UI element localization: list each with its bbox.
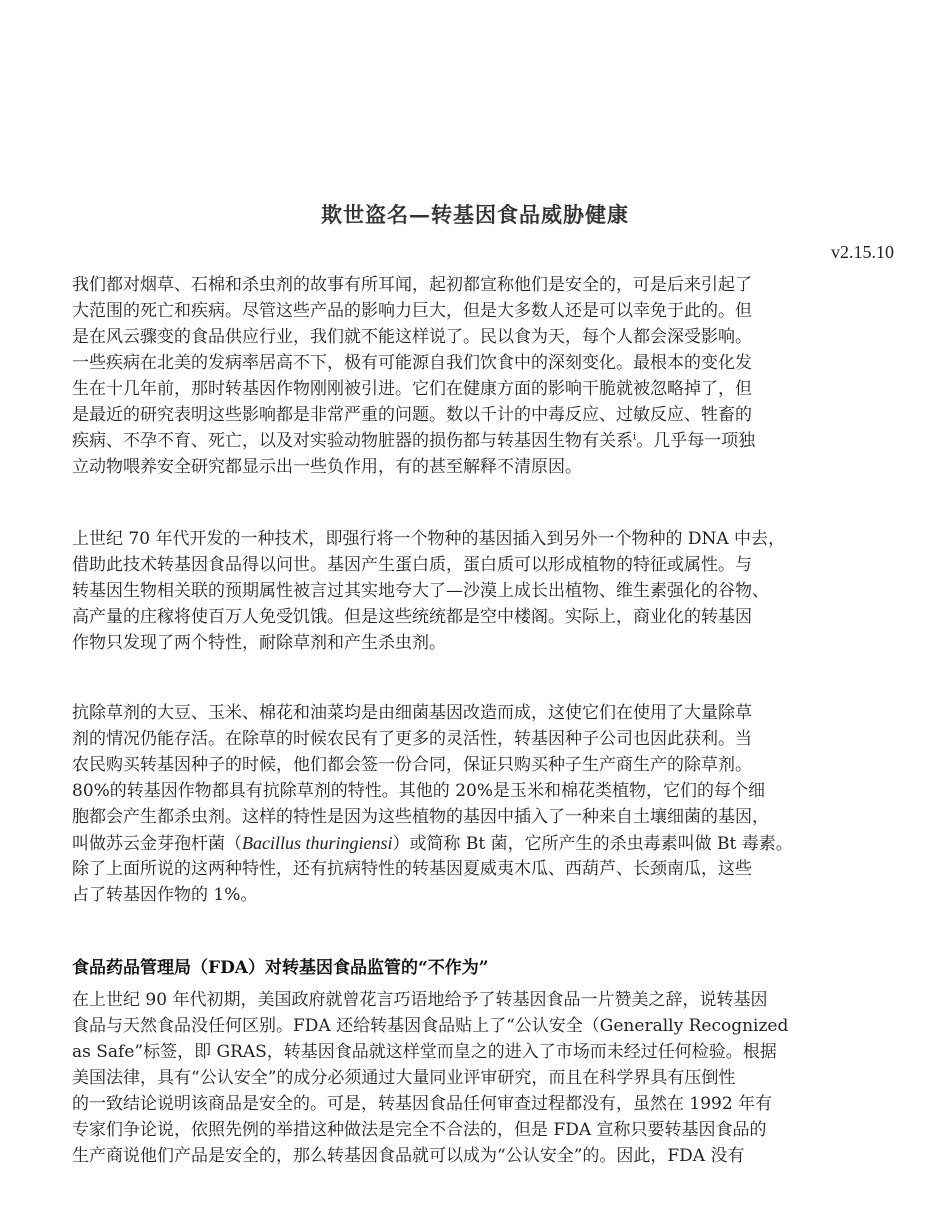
text-line: 我们都对烟草、石棉和杀虫剂的故事有所耳闻，起初都宣称他们是安全的，可是后来引起了 xyxy=(72,275,752,295)
text-line: 专家们争论说，依照先例的举措这种做法是完全不合法的，但是 FDA 宣称只要转基因食品的 xyxy=(72,1120,767,1140)
paragraph-fda xyxy=(72,987,902,1169)
version-label: v2.15.10 xyxy=(831,242,894,262)
paragraph-intro xyxy=(72,272,902,480)
text-line: 上世纪 70 年代开发的一种技术，即强行将一个物种的基因插入到另外一个物种的 DNA 中去， xyxy=(72,529,786,549)
species-name: Bacillus thuringiensi xyxy=(242,833,393,853)
section-heading: 食品药品管理局（FDA）对转基因食品监管的“不作为” xyxy=(72,958,489,978)
document-title: 欺世盗名—转基因食品威胁健康 xyxy=(321,202,629,227)
text-line: 除了上面所说的这两种特性，还有抗病特性的转基因夏威夷木瓜、西葫芦、长颈南瓜，这些 xyxy=(72,859,752,879)
text-fragment: 叫做苏云金芽孢杆菌（ xyxy=(72,834,242,854)
text-line: 食品与天然食品没任何区别。FDA 还给转基因食品贴上了“公认安全（Generally Recognized xyxy=(72,1016,789,1036)
text-line: 占了转基因作物的 1%。 xyxy=(72,885,258,905)
text-line: 剂的情况仍能存活。在除草的时候农民有了更多的灵活性，转基因种子公司也因此获利。当 xyxy=(72,729,752,749)
text-line: 胞都会产生都杀虫剂。这样的特性是因为这些植物的基因中插入了一种来自土壤细菌的基因， xyxy=(72,807,769,827)
paragraph-herbicide xyxy=(72,700,902,908)
text-line-with-latin-name xyxy=(72,830,902,856)
text-line: 转基因生物相关联的预期属性被言过其实地夸大了—沙漠上成长出植物、维生素强化的谷物、 xyxy=(72,581,769,601)
text-line: 生在十几年前，那时转基因作物刚刚被引进。它们在健康方面的影响干脆就被忽略掉了，但 xyxy=(72,379,752,399)
text-fragment: ）或简称 Bt 菌，它所产生的杀虫毒素叫做 Bt 毒素。 xyxy=(392,834,793,854)
text-line: 80%的转基因作物都具有抗除草剂的特性。其他的 20%是玉米和棉花类植物，它们的每个细 xyxy=(72,781,765,801)
text-line: 农民购买转基因种子的时候，他们都会签一份合同，保证只购买种子生产商生产的除草剂。 xyxy=(72,755,752,775)
text-line: 立动物喂养安全研究都显示出一些负作用，有的甚至解释不清原因。 xyxy=(72,457,582,477)
text-fragment: 。几乎每一项独 xyxy=(636,431,756,451)
text-fragment: 疾病、不孕不育、死亡，以及对实验动物脏器的损伤都与转基因生物有关系 xyxy=(72,431,633,451)
text-line: 生产商说他们产品是安全的，那么转基因食品就可以成为“公认安全”的。因此，FDA 没有 xyxy=(72,1146,745,1166)
text-line: 在上世纪 90 年代初期，美国政府就曾花言巧语地给予了转基因食品一片赞美之辞，说转基因 xyxy=(72,990,768,1010)
text-line: as Safe”标签，即 GRAS，转基因食品就这样堂而皇之的进入了市场而未经过任何检验。根据 xyxy=(72,1042,777,1062)
text-line: 借助此技术转基因食品得以问世。基因产生蛋白质，蛋白质可以形成植物的特征或属性。与 xyxy=(72,555,752,575)
text-line: 抗除草剂的大豆、玉米、棉花和油菜均是由细菌基因改造而成，这使它们在使用了大量除草 xyxy=(72,703,752,723)
text-line: 高产量的庄稼将使百万人免受饥饿。但是这些统统都是空中楼阁。实际上，商业化的转基因 xyxy=(72,607,752,627)
text-line: 是在风云骤变的食品供应行业，我们就不能这样说了。民以食为天，每个人都会深受影响。 xyxy=(72,327,752,347)
text-line-with-footnote xyxy=(72,428,902,454)
text-line: 作物只发现了两个特性，耐除草剂和产生杀虫剂。 xyxy=(72,633,446,653)
text-line: 的一致结论说明该商品是安全的。可是，转基因食品任何审查过程都没有，虽然在 1992 年有 xyxy=(72,1094,773,1114)
text-line: 美国法律，具有“公认安全”的成分必须通过大量同业评审研究，而且在科学界具有压倒性 xyxy=(72,1068,736,1088)
text-line: 大范围的死亡和疾病。尽管这些产品的影响力巨大，但是大多数人还是可以幸免于此的。但 xyxy=(72,301,752,321)
paragraph-technology xyxy=(72,526,902,656)
text-line: 是最近的研究表明这些影响都是非常严重的问题。数以千计的中毒反应、过敏反应、牲畜的 xyxy=(72,405,752,425)
footnote-marker[interactable]: i xyxy=(633,431,637,443)
text-line: 一些疾病在北美的发病率居高不下，极有可能源自我们饮食中的深刻变化。最根本的变化发 xyxy=(72,353,752,373)
